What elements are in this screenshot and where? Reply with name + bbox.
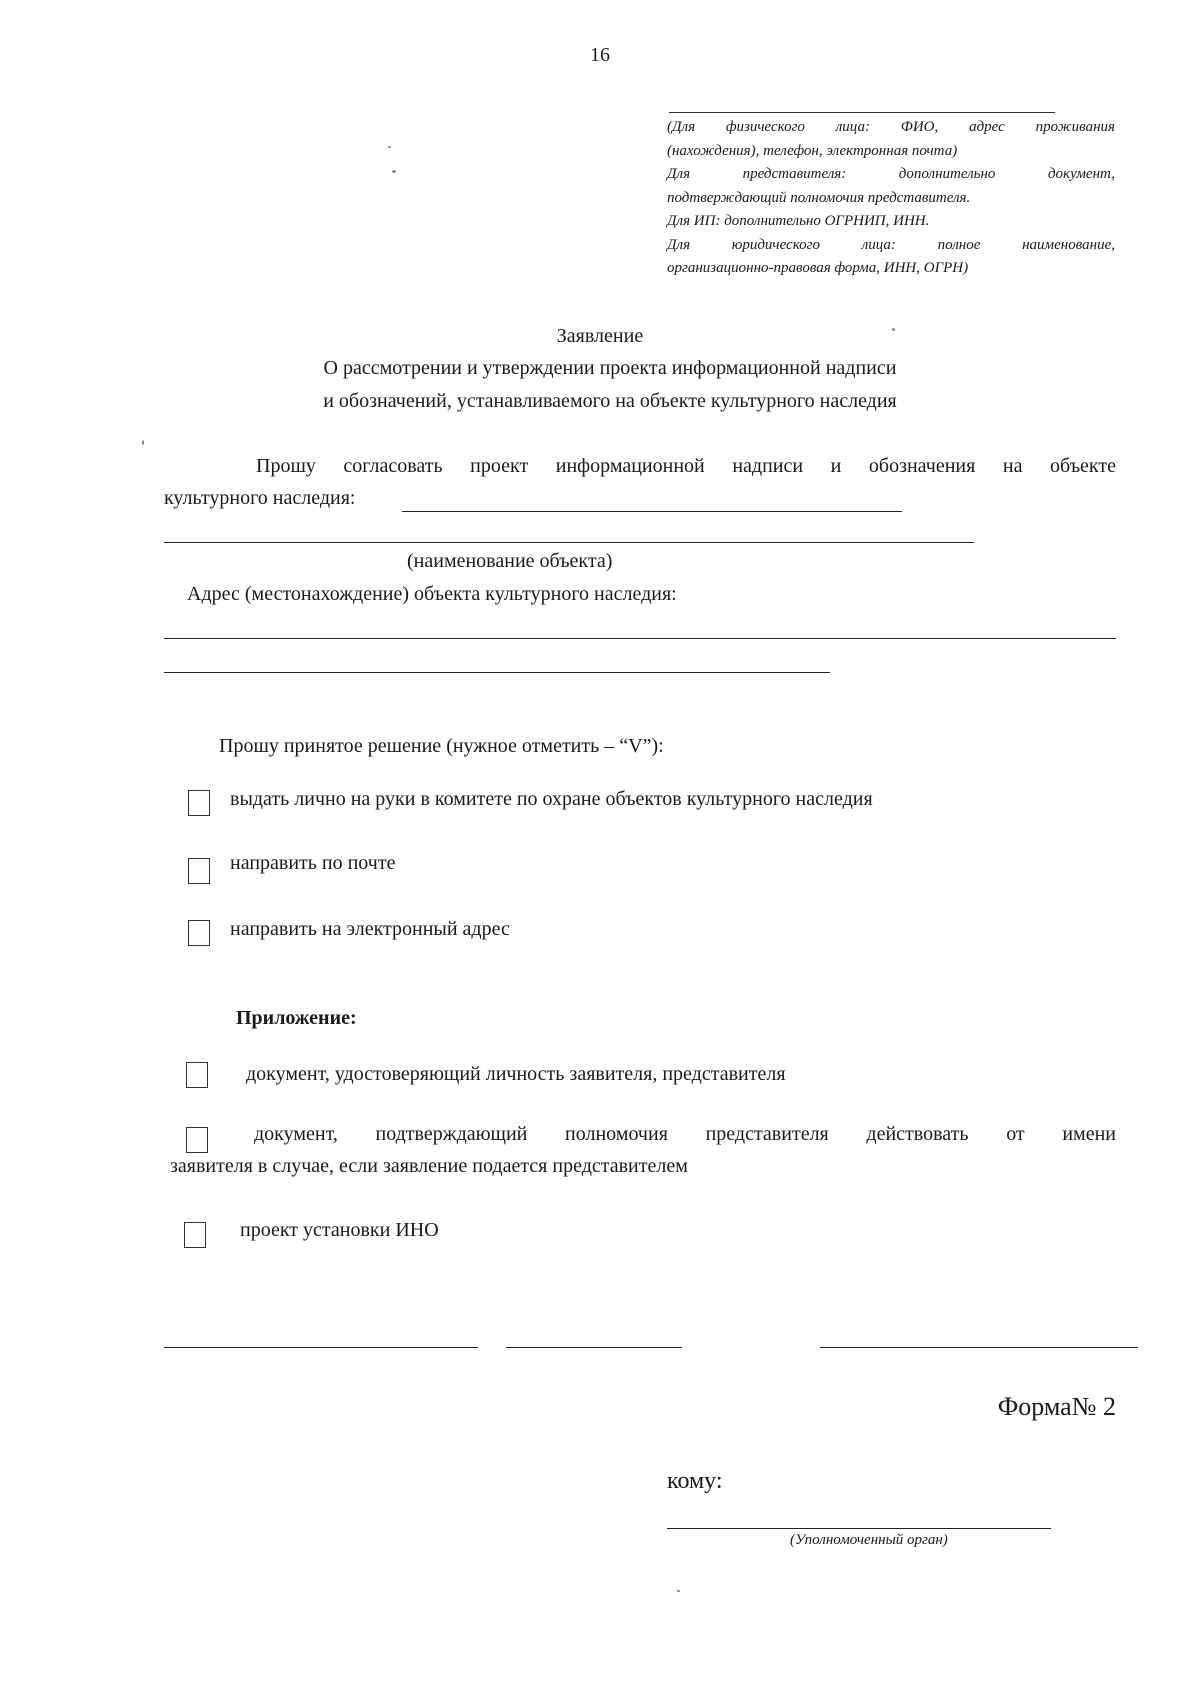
attachment-project-checkbox[interactable] <box>184 1222 206 1248</box>
object-name-caption: (наименование объекта) <box>407 550 613 572</box>
authority-field-line[interactable] <box>667 1528 1051 1529</box>
scan-speck <box>392 170 396 173</box>
option-by-email-checkbox[interactable] <box>188 920 210 946</box>
attachment-authority-label-line2: заявителя в случае, если заявление подается представителем <box>170 1155 688 1177</box>
signature-line-name[interactable] <box>820 1347 1138 1348</box>
note-line: Для юридического лица: полное наименование, <box>667 236 1115 253</box>
note-line: Для ИП: дополнительно ОГРНИП, ИНН. <box>667 213 930 229</box>
note-line: организационно-правовая форма, ИНН, ОГРН) <box>667 260 969 276</box>
attachment-authority-label-line1: документ, подтверждающий полномочия представителя действовать от имени <box>254 1123 1116 1145</box>
applicant-info-note <box>667 116 1115 281</box>
option-by-email-label: направить на электронный адрес <box>230 918 510 940</box>
document-subtitle-line2: и обозначений, устанавливаемого на объекте культурного наследия <box>323 390 897 412</box>
object-name-field[interactable] <box>402 511 902 512</box>
page-number: 16 <box>590 44 610 66</box>
note-line: подтверждающий полномочия представителя. <box>667 189 971 206</box>
address-field-line2[interactable] <box>164 672 830 673</box>
address-field-line1[interactable] <box>164 638 1116 639</box>
scan-speck <box>892 328 895 331</box>
address-label: Адрес (местонахождение) объекта культурного наследия: <box>187 583 677 605</box>
option-by-mail-checkbox[interactable] <box>188 858 210 884</box>
note-line: (нахождения), телефон, электронная почта) <box>667 142 958 159</box>
attachments-heading: Приложение: <box>236 1007 357 1029</box>
decision-label: Прошу принятое решение (нужное отметить – “V”): <box>219 735 664 757</box>
form-number: Форма№ 2 <box>997 1392 1116 1421</box>
option-by-mail-label: направить по почте <box>230 852 396 874</box>
header-top-line <box>669 112 1055 113</box>
attachment-identity-checkbox[interactable] <box>186 1062 208 1088</box>
option-in-person-label: выдать лично на руки в комитете по охране объектов культурного наследия <box>230 788 873 810</box>
note-line: Для представителя: дополнительно документ, <box>667 166 1115 182</box>
signature-line-date[interactable] <box>164 1347 478 1348</box>
document-title: Заявление <box>556 325 644 347</box>
signature-line-sign[interactable] <box>506 1347 682 1348</box>
authority-caption: (Уполномоченный орган) <box>790 1532 948 1548</box>
scan-speck <box>677 1590 680 1592</box>
object-name-field-line2[interactable] <box>164 542 974 543</box>
scan-speck <box>142 440 144 445</box>
attachment-identity-label: документ, удостоверяющий личность заявителя, представителя <box>246 1063 786 1085</box>
option-in-person-checkbox[interactable] <box>188 790 210 816</box>
document-subtitle-line1: О рассмотрении и утверждении проекта информационной надписи <box>323 357 897 379</box>
request-text-line1: Прошу согласовать проект информационной надписи и обозначения на объекте <box>256 455 1116 477</box>
request-text-line2: культурного наследия: <box>164 487 356 509</box>
attachment-project-label: проект установки ИНО <box>240 1219 439 1241</box>
note-line: (Для физического лица: ФИО, адрес проживания <box>667 119 1115 135</box>
scan-speck <box>388 146 391 148</box>
recipient-label: кому: <box>667 1468 723 1494</box>
